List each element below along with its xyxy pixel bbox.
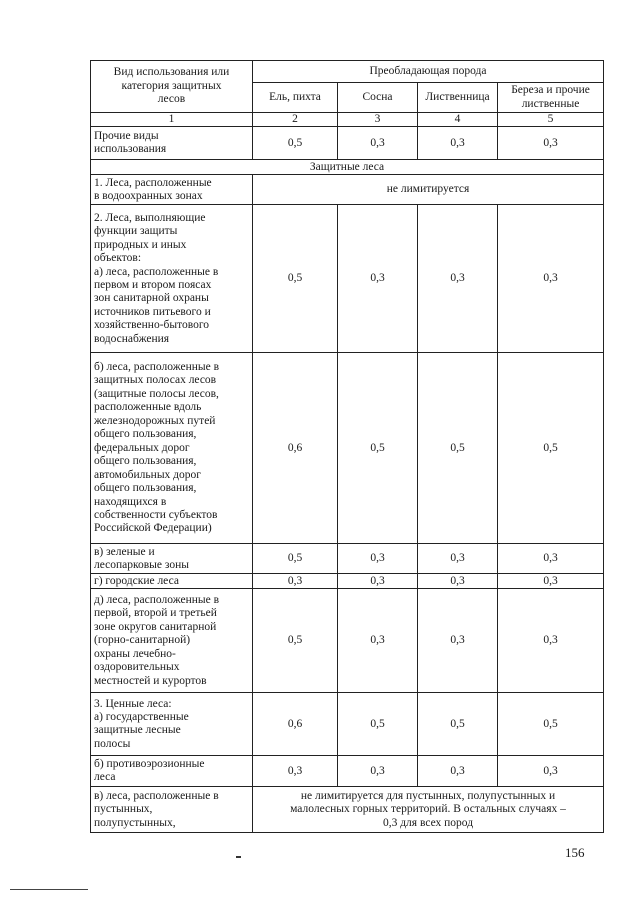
column-number: 3	[338, 113, 418, 127]
table-row	[91, 175, 604, 205]
column-number: 4	[418, 113, 498, 127]
row-label: 1. Леса, расположенные в водоохранных зонах	[91, 175, 253, 205]
cell-value: 0,3	[498, 127, 604, 160]
row-label: г) городские леса	[91, 574, 253, 589]
table-row	[91, 574, 604, 589]
cell-value: 0,3	[338, 574, 418, 589]
table-row	[91, 693, 604, 756]
table-row	[91, 127, 604, 160]
cell-value: 0,5	[253, 127, 338, 160]
cell-value: 0,5	[338, 353, 418, 544]
section-title: Защитные леса	[91, 160, 604, 175]
cell-value: 0,5	[253, 589, 338, 693]
cell-value: 0,3	[498, 205, 604, 353]
table-row	[91, 353, 604, 544]
column-number: 2	[253, 113, 338, 127]
cell-value: 0,3	[498, 756, 604, 787]
cell-value: 0,3	[418, 756, 498, 787]
cell-value: 0,3	[498, 589, 604, 693]
cell-value: 0,5	[253, 205, 338, 353]
footer-mark	[236, 856, 241, 858]
cell-value: 0,3	[253, 756, 338, 787]
row-label: Прочие виды использования	[91, 127, 253, 160]
section-row	[91, 160, 604, 175]
cell-value: 0,3	[418, 544, 498, 574]
cell-value: 0,3	[253, 574, 338, 589]
table-row	[91, 544, 604, 574]
table-row	[91, 756, 604, 787]
header-group: Преобладающая порода	[253, 61, 604, 83]
cell-value: 0,5	[338, 693, 418, 756]
row-label: д) леса, расположенные в первой, второй и третьей зоне округов санитарной (горно-санитарной) охраны лечебно- оздоровительных местностей и курортов	[91, 589, 253, 693]
column-number-row	[91, 113, 604, 127]
header-species-larch: Лиственница	[418, 83, 498, 113]
row-label: б) леса, расположенные в защитных полосах лесов (защитные полосы лесов, расположенные вдоль железнодорожных путей общего пользования, федеральных дорог общего пользования, автомобильных дорог общего пользования, находящихся в собственности субъектов Российской Федерации)	[91, 353, 253, 544]
cell-value: 0,3	[338, 127, 418, 160]
logging-norms-table	[90, 60, 604, 833]
cell-value: 0,5	[418, 693, 498, 756]
row-label: б) противоэрозионные леса	[91, 756, 253, 787]
page-number: 156	[565, 845, 585, 860]
header-species-birch: Береза и прочие лиственные	[498, 83, 604, 113]
table-row	[91, 787, 604, 833]
cell-value: 0,6	[253, 693, 338, 756]
table-row	[91, 205, 604, 353]
cell-value: 0,6	[253, 353, 338, 544]
table-row	[91, 589, 604, 693]
cell-value: 0,3	[338, 589, 418, 693]
cell-value: 0,3	[498, 574, 604, 589]
row-label: 2. Леса, выполняющие функции защиты природных и иных объектов: а) леса, расположенные в первом и втором поясах зон санитарной охраны источников питьевого и хозяйственно-бытового водоснабжения	[91, 205, 253, 353]
column-number: 1	[91, 113, 253, 127]
cell-value: 0,5	[498, 693, 604, 756]
cell-value: 0,3	[418, 127, 498, 160]
cell-value: 0,3	[418, 205, 498, 353]
cell-value: 0,3	[338, 205, 418, 353]
cell-value: 0,3	[338, 756, 418, 787]
header-category: Вид использования или категория защитных лесов	[91, 61, 253, 113]
cell-value: 0,3	[418, 574, 498, 589]
cell-value: 0,3	[498, 544, 604, 574]
cell-value: 0,3	[338, 544, 418, 574]
column-number: 5	[498, 113, 604, 127]
header-species-pine: Сосна	[338, 83, 418, 113]
footer-rule	[10, 889, 88, 890]
cell-value: 0,5	[498, 353, 604, 544]
row-label: в) леса, расположенные в пустынных, полупустынных,	[91, 787, 253, 833]
row-label: 3. Ценные леса: а) государственные защитные лесные полосы	[91, 693, 253, 756]
header-species-spruce: Ель, пихта	[253, 83, 338, 113]
cell-value: 0,5	[253, 544, 338, 574]
merged-value: не лимитируется	[253, 175, 604, 205]
cell-value: 0,3	[418, 589, 498, 693]
cell-value: 0,5	[418, 353, 498, 544]
row-label: в) зеленые и лесопарковые зоны	[91, 544, 253, 574]
merged-value: не лимитируется для пустынных, полупустынных и малолесных горных территорий. В остальных случаях – 0,3 для всех пород	[253, 787, 604, 833]
